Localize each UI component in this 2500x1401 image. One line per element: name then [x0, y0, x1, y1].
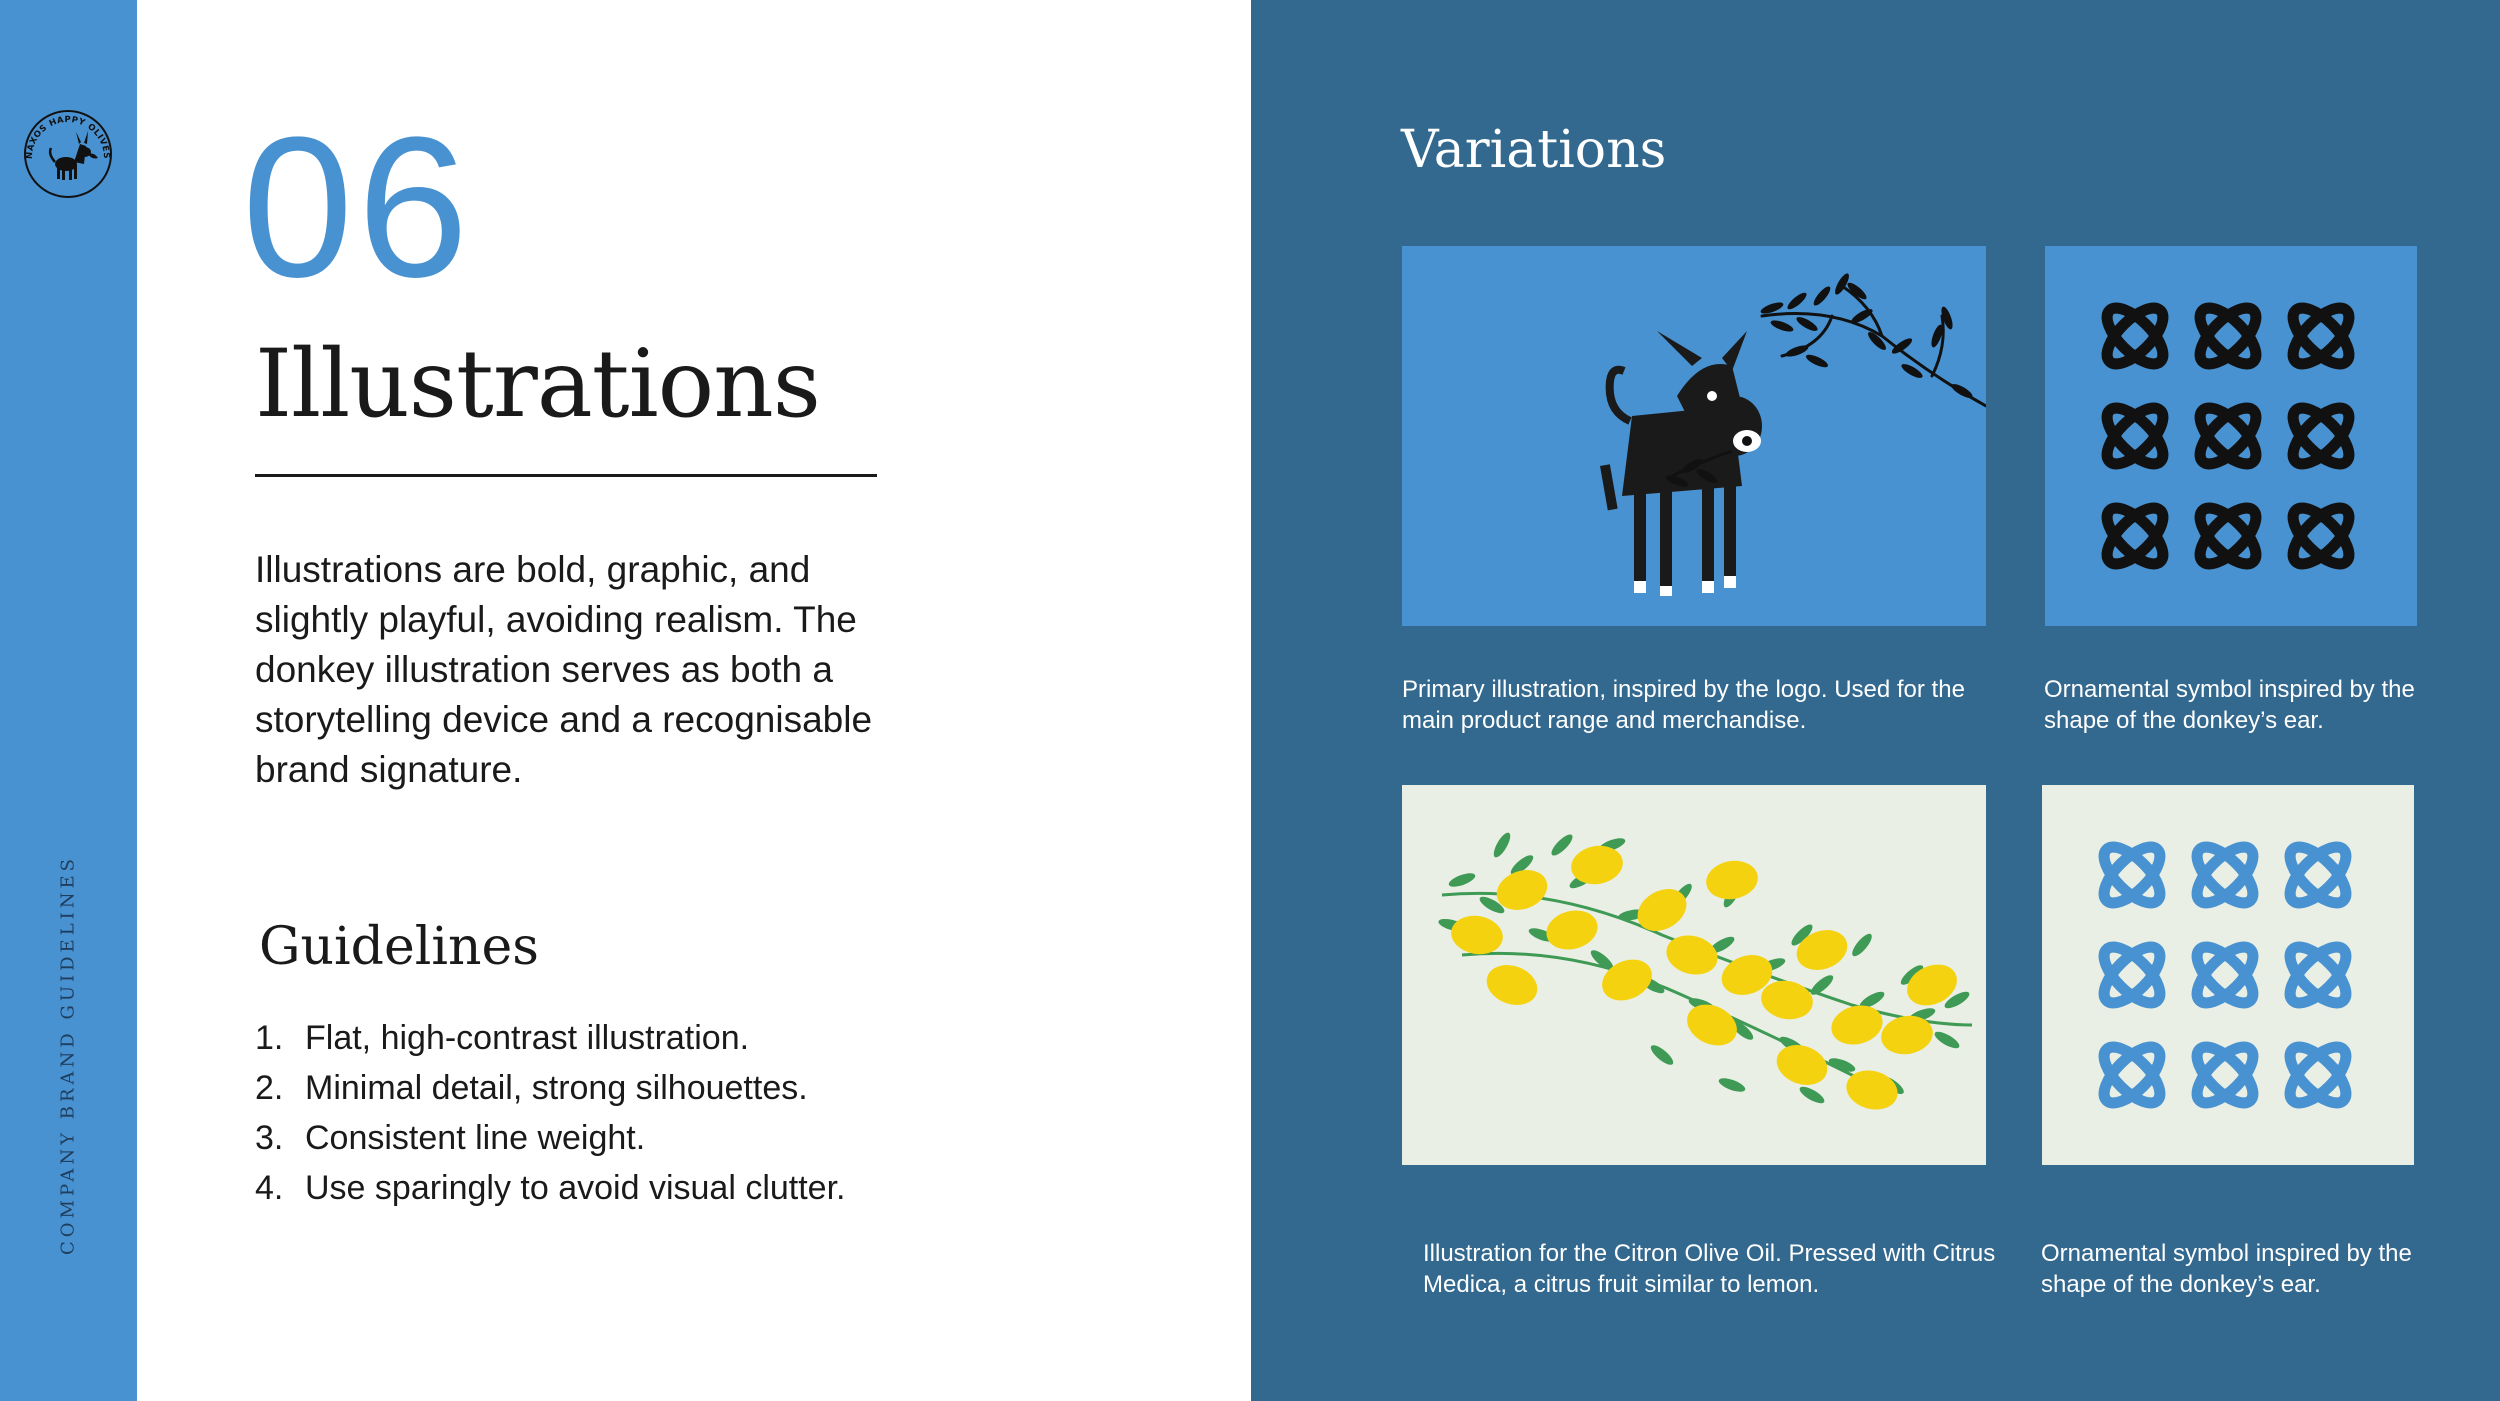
lemon	[1448, 912, 1506, 958]
ornament-pattern-blue	[2042, 785, 2414, 1165]
section-description: Illustrations are bold, graphic, and slightly playful, avoiding realism. The donkey illustration serves as both a storytelling device and a recognisable brand signature.	[255, 549, 873, 790]
lemon-illustration-card	[1402, 785, 1986, 1165]
lemon-branch-illustration	[1402, 785, 1986, 1165]
lemon	[1481, 958, 1543, 1011]
ornament-pattern-dark-card	[2045, 246, 2417, 626]
guideline-number: 1.	[255, 1019, 284, 1057]
sidebar-strip	[0, 0, 137, 1401]
ear-ornament	[2095, 1038, 2169, 1112]
leaf	[1648, 1042, 1676, 1068]
ear-ornament	[2191, 499, 2265, 573]
lemon	[1878, 1012, 1936, 1058]
guidelines-list	[255, 1013, 845, 1213]
leaf	[1491, 830, 1514, 859]
ear-ornament	[2281, 938, 2355, 1012]
caption-ornament-dark: Ornamental symbol inspired by the shape of the donkey’s ear.	[2044, 676, 2415, 734]
lemon	[1771, 1038, 1833, 1091]
leaf	[1932, 1029, 1961, 1052]
ear-ornament	[2098, 499, 2172, 573]
ear-ornament	[2098, 399, 2172, 473]
leaf	[1849, 931, 1875, 959]
guideline-item	[255, 1013, 845, 1063]
guideline-text: Consistent line weight.	[305, 1119, 646, 1157]
page-title: Illustrations	[255, 330, 820, 439]
guideline-number: 2.	[255, 1069, 284, 1107]
lemon	[1703, 857, 1761, 903]
lemon	[1680, 997, 1743, 1053]
ear-ornament	[2188, 1038, 2262, 1112]
ear-ornament	[2095, 938, 2169, 1012]
ear-ornament	[2188, 938, 2262, 1012]
donkey-illustration-card	[1402, 246, 1986, 626]
ear-ornament	[2098, 299, 2172, 373]
ear-ornament	[2281, 1038, 2355, 1112]
ear-ornament	[2281, 838, 2355, 912]
svg-text:NAXOS HAPPY OLIVES	[25, 115, 111, 159]
title-divider	[255, 474, 877, 477]
guidelines-heading: Guidelines	[259, 917, 539, 977]
leaf	[1717, 1076, 1747, 1095]
guideline-item	[255, 1163, 845, 1213]
variations-heading: Variations	[1401, 120, 1667, 180]
caption-donkey: Primary illustration, inspired by the logo. Used for the main product range and merchandise.	[1402, 676, 1965, 734]
ear-ornament	[2284, 299, 2358, 373]
brand-logo	[18, 102, 118, 202]
guideline-text: Flat, high-contrast illustration.	[305, 1019, 750, 1057]
ear-ornament	[2095, 838, 2169, 912]
lemon	[1827, 1000, 1887, 1050]
donkey-illustration	[1402, 246, 1986, 626]
ornament-pattern-blue-card	[2042, 785, 2414, 1165]
ear-ornament	[2284, 499, 2358, 573]
leaf	[1797, 1084, 1826, 1107]
logo-text: NAXOS HAPPY OLIVES	[24, 114, 112, 160]
ear-ornament	[2188, 838, 2262, 912]
section-number: 06	[242, 96, 473, 319]
leaf	[1549, 832, 1576, 859]
guideline-text: Minimal detail, strong silhouettes.	[305, 1069, 808, 1107]
ear-ornament	[2284, 399, 2358, 473]
ear-ornament	[2191, 399, 2265, 473]
caption-ornament-blue: Ornamental symbol inspired by the shape of the donkey’s ear.	[2041, 1240, 2412, 1298]
side-label: COMPANY BRAND GUIDELINES	[57, 855, 79, 1255]
guideline-item	[255, 1063, 845, 1113]
ornament-pattern-dark	[2045, 246, 2417, 626]
lemon	[1842, 1065, 1902, 1115]
leaf	[1447, 871, 1477, 890]
guideline-text: Use sparingly to avoid visual clutter.	[305, 1169, 846, 1207]
lemon	[1542, 905, 1602, 955]
guideline-number: 3.	[255, 1119, 284, 1157]
ear-ornament	[2191, 299, 2265, 373]
guideline-item	[255, 1113, 845, 1163]
guideline-number: 4.	[255, 1169, 284, 1207]
caption-lemon: Illustration for the Citron Olive Oil. Pressed with Citrus Medica, a citrus fruit similar to lemon.	[1423, 1240, 1996, 1298]
